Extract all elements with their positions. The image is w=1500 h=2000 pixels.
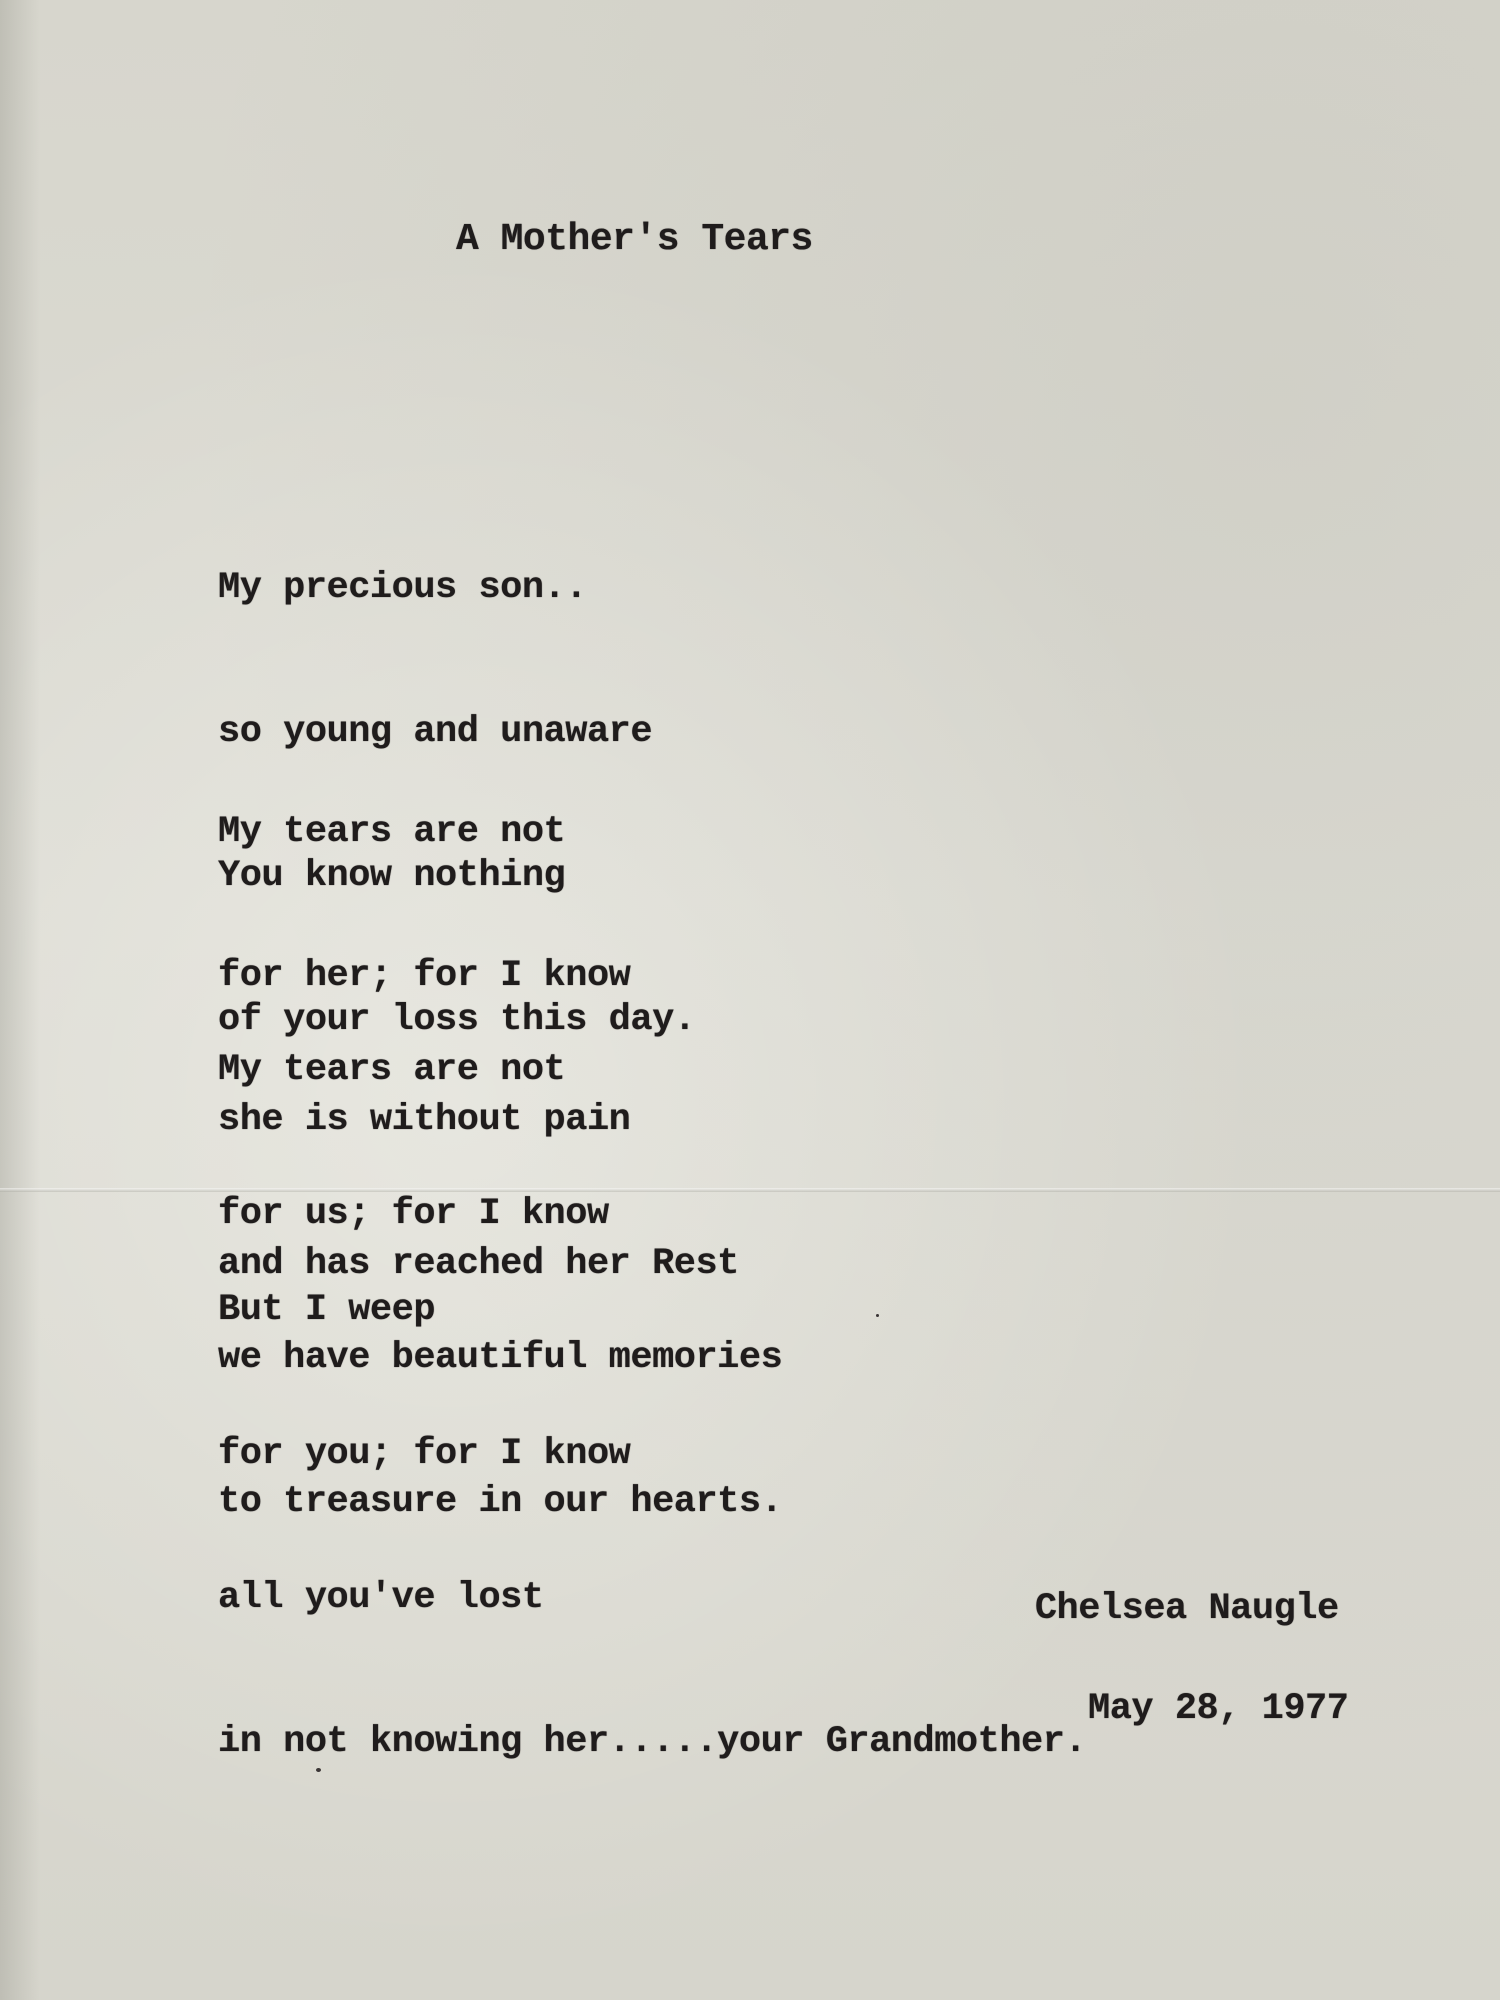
ink-speck — [316, 1768, 321, 1772]
poem-title: A Mother's Tears — [456, 218, 813, 261]
poem-line: for you; for I know — [218, 1433, 631, 1475]
poem-line: so young and unaware — [218, 711, 653, 753]
poem-line: for us; for I know — [218, 1193, 609, 1235]
poem-line: My tears are not — [218, 1049, 566, 1091]
poem-line: My tears are not — [218, 811, 566, 853]
signature-date: May 28, 1977 — [1088, 1688, 1349, 1730]
poem-line: My precious son.. — [218, 567, 587, 609]
page-edge-shadow — [0, 0, 40, 2000]
poem-line: to treasure in our hearts. — [218, 1481, 783, 1523]
author-name: Chelsea Naugle — [1034, 1588, 1339, 1630]
poem-line: But I weep — [218, 1289, 436, 1331]
poem-line: we have beautiful memories — [218, 1337, 783, 1379]
poem-line: in not knowing her.....your Grandmother. — [218, 1721, 1087, 1763]
poem-line: she is without pain — [218, 1099, 631, 1141]
poem-line: You know nothing — [218, 855, 566, 897]
signature-block — [948, 1534, 1348, 1834]
poem-line: all you've lost — [218, 1577, 544, 1619]
ink-speck — [876, 1314, 879, 1317]
poem-line: and has reached her Rest — [218, 1243, 739, 1285]
poem-line: of your loss this day. — [218, 999, 696, 1041]
poem-line: for her; for I know — [218, 955, 631, 997]
